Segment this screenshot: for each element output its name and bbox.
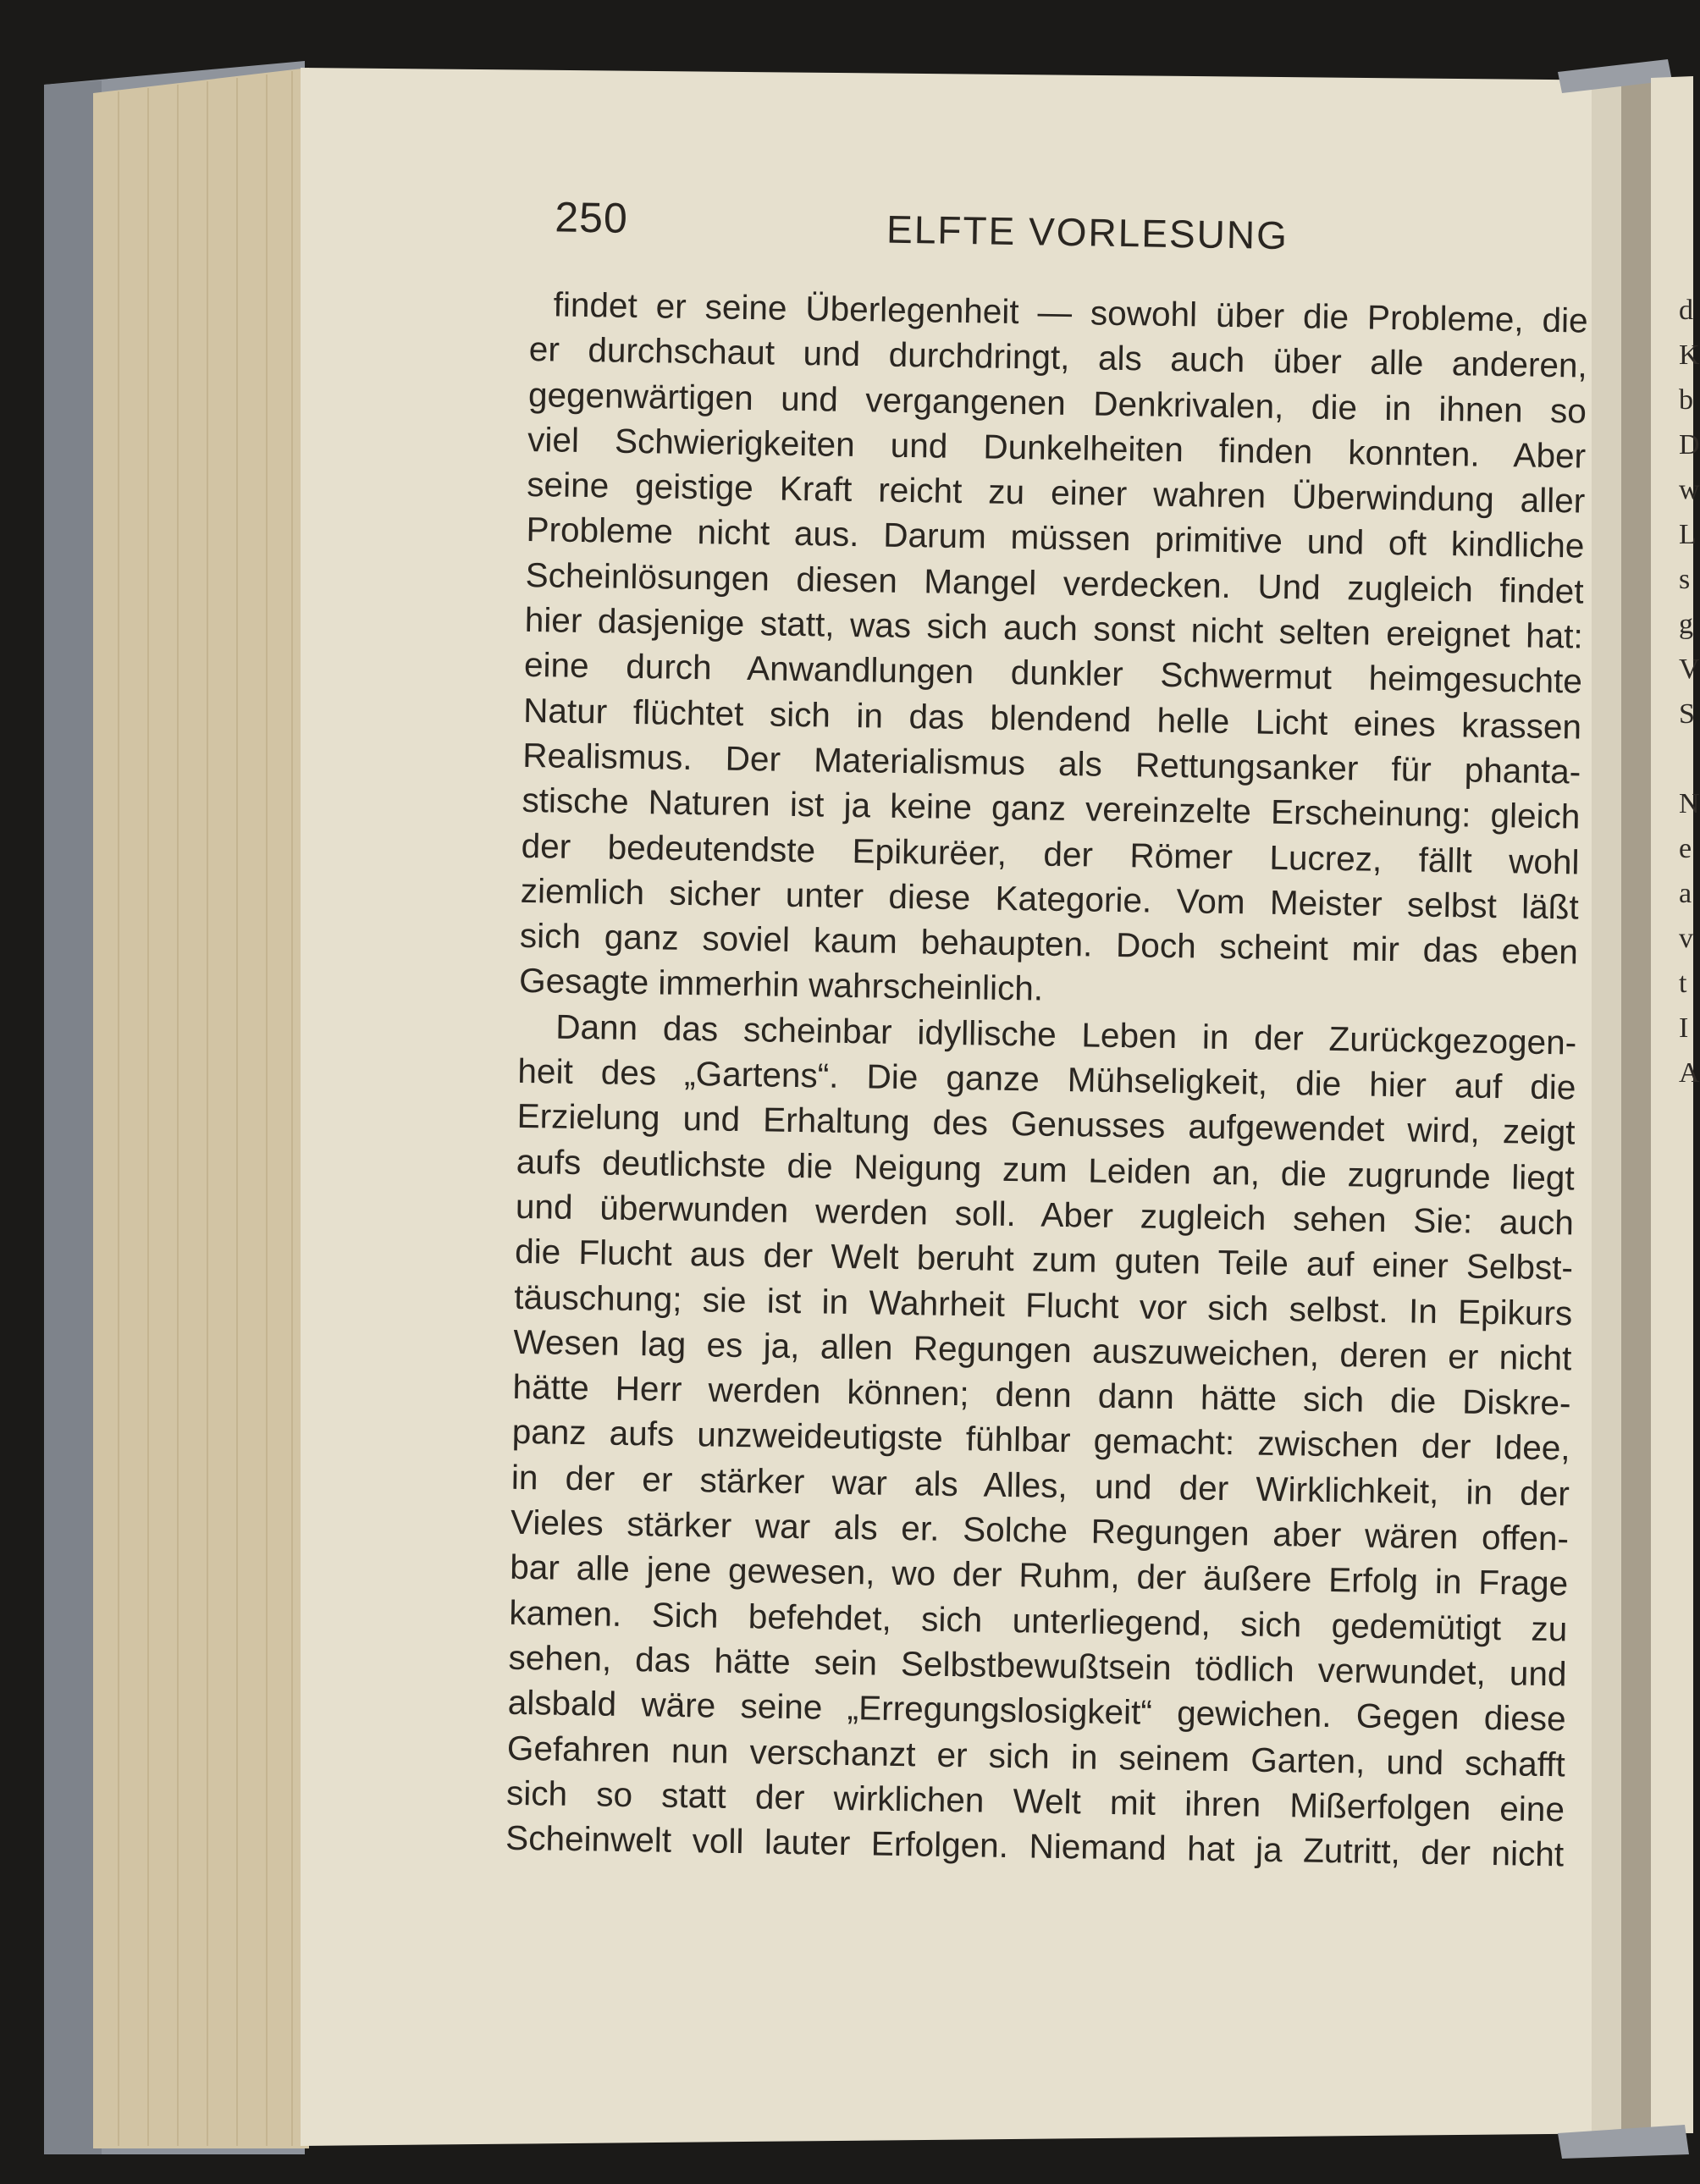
text-line: hier dasjenige statt, was sich auch sonst nicht selten ereignet hat: xyxy=(524,600,1584,656)
body-text xyxy=(505,282,1588,1878)
text-line: Scheinlösungen diesen Mangel verdecken. Und zugleich findet xyxy=(525,554,1584,611)
edge-letter: e xyxy=(1679,833,1692,864)
text-line: heit des „Gartens“. Die ganze Mühseligkeit, die hier auf die xyxy=(517,1051,1576,1107)
text-line: gegenwärtigen und vergangenen Denkrivalen, die in ihnen so xyxy=(527,374,1587,431)
text-line: kamen. Sich befehdet, sich unterliegend, sich gedemütigt zu xyxy=(509,1592,1568,1649)
text-line: Wesen lag es ja, allen Regungen auszuweichen, deren er nicht xyxy=(513,1321,1572,1378)
text-line: Probleme nicht aus. Darum müssen primitive und oft kindliche xyxy=(526,510,1585,566)
text-line: Gefahren nun verschanzt er sich in seinem Garten, und schafft xyxy=(506,1728,1566,1784)
edge-letter: v xyxy=(1679,923,1693,954)
edge-letter: D xyxy=(1679,429,1700,461)
running-title: ELFTE VORLESUNG xyxy=(886,207,1289,258)
text-line: in der er stärker war als Alles, und der Wirklichkeit, in der xyxy=(511,1457,1570,1514)
text-line: Erzielung und Erhaltung des Genusses aufgewendet wird, zeigt xyxy=(516,1096,1576,1152)
edge-letter: K xyxy=(1679,339,1700,371)
text-line: ziemlich sicher unter diese Kategorie. Vom Meister selbst läßt xyxy=(520,870,1580,927)
text-line: sehen, das hätte sein Selbstbewußtsein tödlich verwundet, und xyxy=(508,1637,1567,1694)
text-line: Natur flüchtet sich in das blendend helle Licht eines krassen xyxy=(522,690,1582,747)
text-line: eine durch Anwandlungen dunkler Schwermut heimgesuchte xyxy=(523,645,1583,701)
page-number: 250 xyxy=(554,193,629,242)
edge-letter: V xyxy=(1679,654,1700,685)
text-line: die Flucht aus der Welt beruht zum guten Teile auf einer Selbst- xyxy=(514,1232,1574,1288)
gutter xyxy=(1621,66,1655,2146)
edge-letter: s xyxy=(1679,564,1691,595)
text-line: Gesagte immerhin wahrscheinlich. xyxy=(518,961,1044,1009)
text-line: sich so statt der wirklichen Welt mit ihren Mißerfolgen eine xyxy=(505,1773,1565,1829)
text-line: aufs deutlichste die Neigung zum Leiden an, die zugrunde liegt xyxy=(516,1141,1576,1198)
text-line: sich ganz soviel kaum behaupten. Doch scheint mir das eben xyxy=(519,916,1579,972)
edge-letter: t xyxy=(1679,968,1687,999)
edge-letter: w xyxy=(1679,474,1700,505)
running-head xyxy=(531,182,1590,275)
edge-letter: L xyxy=(1679,519,1697,550)
text-line: seine geistige Kraft reicht zu einer wahren Überwindung aller xyxy=(527,465,1586,521)
text-line: bar alle jene gewesen, wo der Ruhm, der äußere Erfolg in Frage xyxy=(509,1547,1569,1603)
edge-letter: A xyxy=(1679,1057,1700,1089)
text-line: er durchschaut und durchdringt, als auch über alle anderen, xyxy=(528,329,1588,385)
text-line: der bedeutendste Epikurëer, der Römer Lucrez, fällt wohl xyxy=(521,825,1580,882)
text-line: Vieles stärker war als er. Solche Regungen aber wären offen- xyxy=(510,1502,1570,1558)
edge-letter: N xyxy=(1679,788,1700,819)
text-line: und überwunden werden soll. Aber zugleich sehen Sie: auch xyxy=(515,1186,1575,1243)
text-line: stische Naturen ist ja keine ganz vereinzelte Erscheinung: gleich xyxy=(522,780,1581,836)
text-line: Realismus. Der Materialismus als Rettungsanker für phanta- xyxy=(522,735,1581,791)
text-line: täuschung; sie ist in Wahrheit Flucht vor sich selbst. In Epikurs xyxy=(513,1277,1573,1333)
text-line: alsbald wäre seine „Erregungslosigkeit“ gewichen. Gegen diese xyxy=(507,1682,1566,1739)
book-page xyxy=(505,182,1590,1878)
text-line: viel Schwierigkeiten und Dunkelheiten finden konnten. Aber xyxy=(527,419,1587,476)
edge-letter: I xyxy=(1679,1012,1689,1044)
edge-letter: b xyxy=(1679,384,1693,416)
edge-letter: d xyxy=(1679,295,1693,326)
edge-letter: S xyxy=(1679,698,1695,730)
text-line: hätte Herr werden können; denn dann hätte sich die Diskre- xyxy=(512,1366,1571,1423)
text-line: Scheinwelt voll lauter Erfolgen. Niemand hat ja Zutritt, der nicht xyxy=(505,1817,1565,1874)
next-page-edge-text xyxy=(1679,288,1700,1095)
text-line: findet er seine Überlegenheit — sowohl über die Probleme, die xyxy=(553,284,1588,340)
text-line: Dann das scheinbar idyllische Leben in der Zurückgezogen- xyxy=(555,1007,1577,1062)
edge-letter xyxy=(1679,736,1696,781)
text-line: panz aufs unzweideutigste fühlbar gemacht: zwischen der Idee, xyxy=(511,1412,1571,1468)
page-edges-stack xyxy=(93,68,309,2148)
edge-letter: a xyxy=(1679,878,1692,909)
edge-letter: g xyxy=(1679,609,1693,640)
